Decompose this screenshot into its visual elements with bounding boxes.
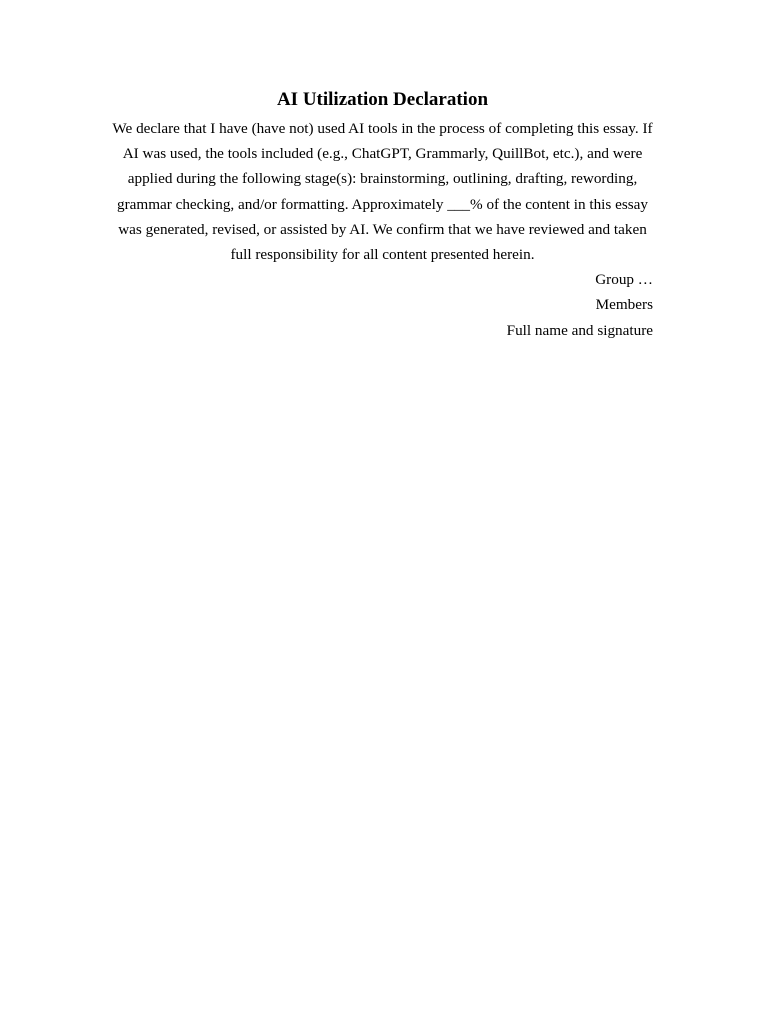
declaration-paragraph: We declare that I have (have not) used AI tools in the process of completing this essay. If AI was used, the tools included (e.g., ChatGPT, Grammarly, QuillBot, etc.), and were applied during the following stage(s): brainstorming, outlining, drafting, rewording, grammar checking, and/or formatting. Approximately ___% of the content in this essay was generated, revised, or assisted by AI. We confirm that we have reviewed and taken full responsibility for all content presented herein.	[112, 120, 653, 264]
full-name-signature-label: Full name and signature	[506, 321, 653, 339]
members-label: Members	[595, 296, 653, 314]
document-title: AI Utilization Declaration	[276, 89, 489, 110]
signature-block	[112, 267, 653, 343]
group-label: Group …	[595, 271, 653, 289]
document-content	[112, 86, 653, 343]
